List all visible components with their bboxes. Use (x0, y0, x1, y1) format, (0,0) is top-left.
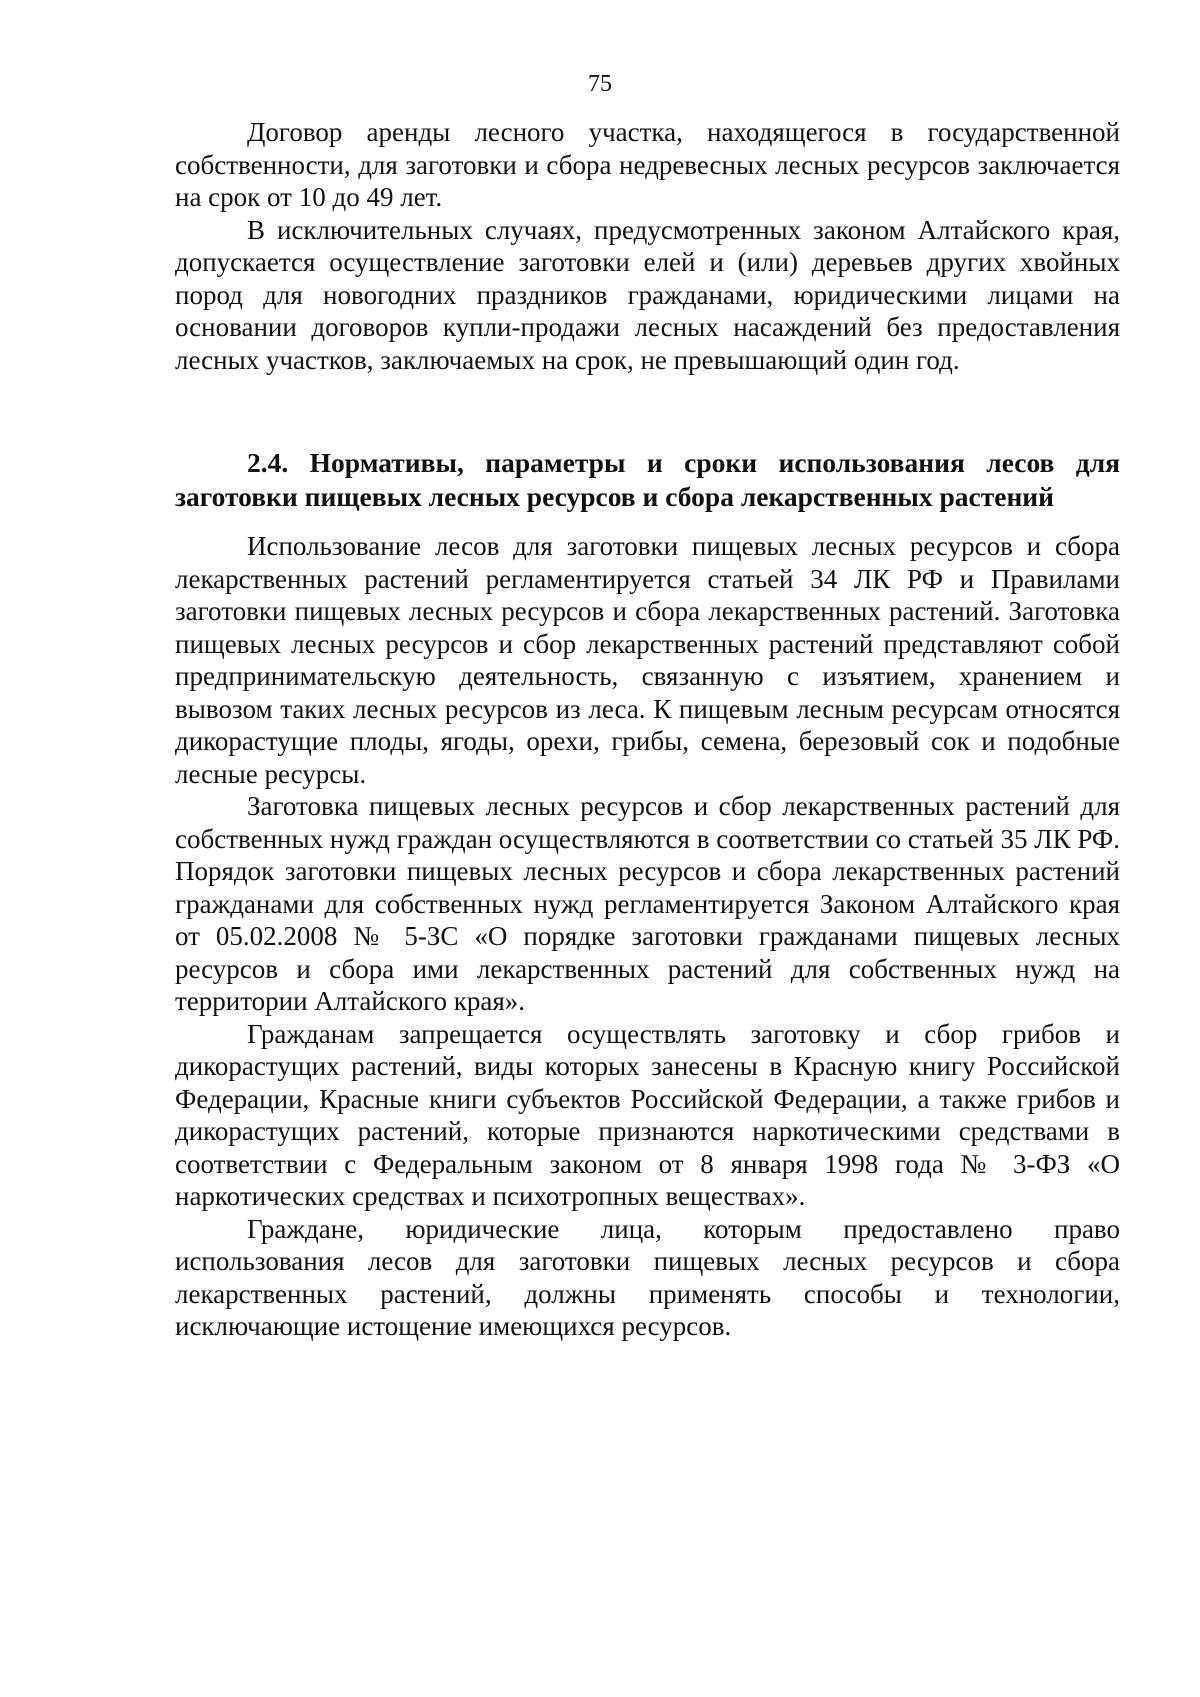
paragraph-technologies: Граждане, юридические лица, которым предоставлено право использования лесов для заготовки пищевых лесных ресурсов и сбора лекарственных растений, должны применять способы и технологии, исключающие истощение имеющихся ресурсов. (175, 1213, 1120, 1341)
paragraph-prohibitions: Гражданам запрещается осуществлять заготовку и сбор грибов и дикорастущих растений, виды которых занесены в Красную книгу Российской Федерации, Красные книги субъектов Российской Федерации, а также грибов и дикорастущих растений, которые признаются наркотическими средствами в соответствии с Федеральным законом от 8 января 1998 года № 3-ФЗ «О наркотических средствах и психотропных веществах». (175, 1018, 1120, 1211)
section-heading-container (175, 446, 1120, 514)
section-body (175, 530, 1120, 1343)
paragraph-own-needs: Заготовка пищевых лесных ресурсов и сбор лекарственных растений для собственных нужд граждан осуществляются в соответствии со статьей 35 ЛК РФ. Порядок заготовки пищевых лесных ресурсов и сбора лекарственных растений гражданами для собственных нужд регламентируется Законом Алтайского края от 05.02.2008 № 5-ЗС «О порядке заготовки гражданами пищевых лесных ресурсов и сбора ими лекарственных растений для собственных нужд на территории Алтайского края». (175, 791, 1120, 1016)
page-number: 75 (588, 71, 612, 97)
paragraph-conifer-harvest: В исключительных случаях, предусмотренных законом Алтайского края, допускается осуществление заготовки елей и (или) деревьев других хвойных пород для новогодних праздников гражданами, юридическими лицами на основании договоров купли-продажи лесных насаждений без предоставления лесных участков, заключаемых на срок, не превышающий один год. (175, 214, 1120, 375)
intro-section (175, 116, 1120, 376)
paragraph-forest-use: Использование лесов для заготовки пищевых лесных ресурсов и сбора лекарственных растений регламентируется статьей 34 ЛК РФ и Правилами заготовки пищевых лесных ресурсов и сбора лекарственных растений. Заготовка пищевых лесных ресурсов и сбор лекарственных растений представляют собой предпринимательскую деятельность, связанную с изъятием, хранением и вывозом таких лесных ресурсов из леса. К пищевым лесным ресурсам относятся дикорастущие плоды, ягоды, орехи, грибы, семена, березовый сок и подобные лесные ресурсы. (175, 531, 1120, 789)
section-heading: 2.4. Нормативы, параметры и сроки использования лесов для заготовки пищевых лесных ресурсов и сбора лекарственных растений (175, 447, 1120, 512)
paragraph-lease-term: Договор аренды лесного участка, находящегося в государственной собственности, для заготовки и сбора недревесных лесных ресурсов заключается на срок от 10 до 49 лет. (175, 117, 1120, 212)
